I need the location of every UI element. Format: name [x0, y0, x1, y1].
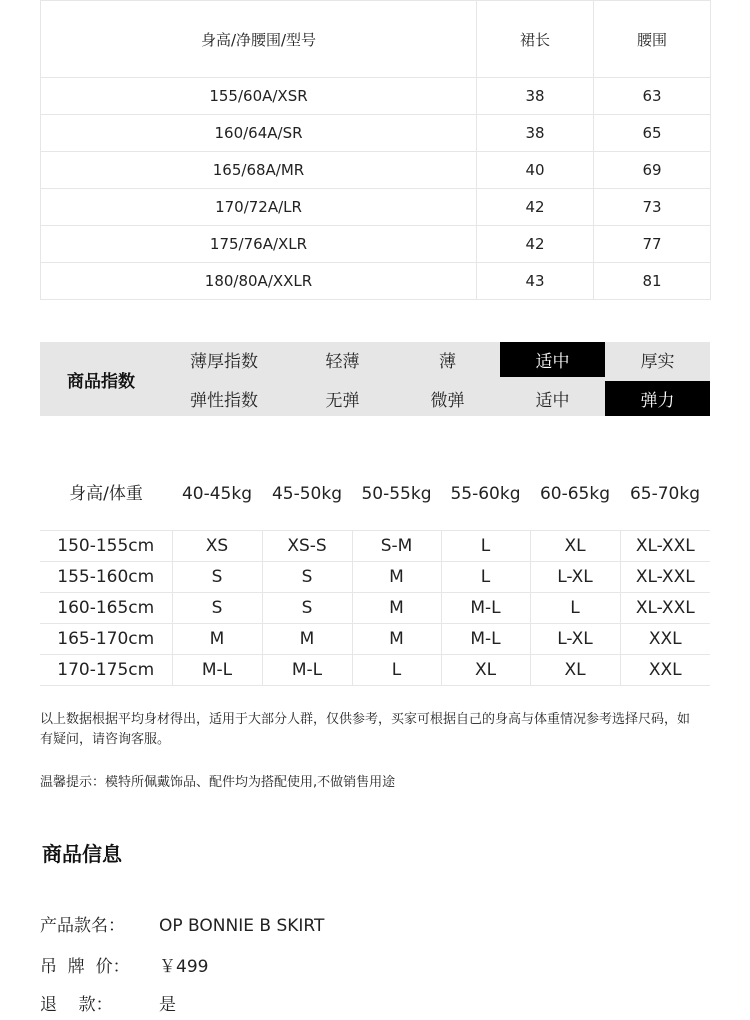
size-disclaimer: 以上数据根据平均身材得出，适用于大部分人群，仅供参考，买家可根据自己的身高与体重情况参考选择尺码，如有疑问，请咨询客服。	[40, 712, 691, 747]
size-table-row	[41, 115, 711, 152]
accessory-tip: 温馨提示：模特所佩戴饰品、配件均为搭配使用,不做销售用途	[40, 775, 396, 790]
size-cell: XL	[530, 655, 620, 686]
weight-range: 55-60kg	[450, 484, 521, 504]
product-info-key: 吊 牌 价：	[40, 957, 130, 977]
weight-range: 65-70kg	[629, 484, 701, 504]
size-table-cell: 65	[594, 115, 711, 152]
weight-range: 45-50kg	[271, 484, 343, 504]
weight-range: 60-65kg	[539, 484, 611, 504]
size-cell: XS	[172, 531, 262, 562]
size-cell: XL-XXL	[620, 531, 710, 562]
size-table-cell: 38	[477, 78, 594, 115]
size-cell: L	[441, 562, 530, 593]
product-info-row	[40, 990, 700, 1020]
height-weight-row	[40, 562, 710, 593]
size-table-header: 裙长	[477, 1, 594, 78]
size-cell: S	[172, 593, 262, 624]
height-weight-table	[40, 530, 710, 686]
size-cell: M	[352, 562, 441, 593]
size-table-cell: 42	[477, 226, 594, 263]
size-cell: S	[262, 593, 352, 624]
height-weight-row	[40, 593, 710, 624]
size-cell: M	[262, 624, 352, 655]
size-table-cell: 77	[594, 226, 711, 263]
thickness-option: 适中	[500, 342, 605, 377]
size-cell: XXL	[620, 655, 710, 686]
size-table-cell: 165/68A/MR	[41, 152, 477, 189]
size-table-cell: 38	[477, 115, 594, 152]
elasticity-index-row	[40, 381, 710, 416]
size-cell: L	[530, 593, 620, 624]
height-range: 170-175cm	[40, 655, 172, 686]
size-cell: XL	[441, 655, 530, 686]
height-range: 150-155cm	[40, 531, 172, 562]
size-cell: M-L	[441, 624, 530, 655]
product-info-row	[40, 911, 700, 941]
weight-range: 40-45kg	[181, 484, 253, 504]
product-info-value: 是	[159, 995, 176, 1015]
height-weight-row	[40, 655, 710, 686]
size-table-header: 腰围	[594, 1, 711, 78]
size-table-row	[41, 263, 711, 300]
product-info-row	[40, 952, 700, 982]
size-table-row	[41, 152, 711, 189]
height-weight-row	[40, 624, 710, 655]
weight-range: 50-55kg	[361, 484, 432, 504]
thickness-option: 薄	[439, 352, 456, 372]
size-cell: XL	[530, 531, 620, 562]
size-table-cell: 81	[594, 263, 711, 300]
thickness-option: 厚实	[640, 352, 675, 372]
thickness-index-row	[40, 342, 710, 377]
size-cell: XL-XXL	[620, 562, 710, 593]
size-cell: S-M	[352, 531, 441, 562]
elasticity-index-label: 弹性指数	[190, 391, 258, 411]
elasticity-option: 无弹	[325, 391, 360, 411]
product-info-title: 商品信息	[42, 842, 122, 866]
size-table-cell: 155/60A/XSR	[41, 78, 477, 115]
product-info-value: OP BONNIE B SKIRT	[159, 916, 325, 936]
product-index	[40, 342, 710, 416]
size-cell: M-L	[262, 655, 352, 686]
thickness-index-label: 薄厚指数	[190, 352, 258, 372]
height-range: 165-170cm	[40, 624, 172, 655]
size-cell: M-L	[441, 593, 530, 624]
size-table-row	[41, 189, 711, 226]
product-info-value: ￥499	[159, 957, 209, 977]
height-weight-header	[40, 474, 710, 514]
height-weight-corner: 身高/体重	[69, 484, 143, 504]
size-table-header-row	[41, 1, 711, 78]
size-table	[40, 0, 711, 300]
product-index-title: 商品指数	[67, 371, 135, 392]
size-table-cell: 63	[594, 78, 711, 115]
height-range: 155-160cm	[40, 562, 172, 593]
size-table-cell: 40	[477, 152, 594, 189]
size-cell: XL-XXL	[620, 593, 710, 624]
thickness-option: 轻薄	[325, 352, 360, 372]
size-cell: L	[352, 655, 441, 686]
product-info-key: 退 款：	[40, 995, 113, 1015]
elasticity-option: 适中	[535, 391, 570, 411]
product-info-key: 产品款名：	[40, 916, 125, 936]
size-table-row	[41, 78, 711, 115]
size-cell: XS-S	[262, 531, 352, 562]
size-table-cell: 170/72A/LR	[41, 189, 477, 226]
height-weight-row	[40, 531, 710, 562]
size-table-cell: 42	[477, 189, 594, 226]
size-cell: XXL	[620, 624, 710, 655]
size-table-cell: 69	[594, 152, 711, 189]
size-table-cell: 180/80A/XXLR	[41, 263, 477, 300]
size-table-cell: 73	[594, 189, 711, 226]
size-cell: M-L	[172, 655, 262, 686]
size-cell: M	[352, 593, 441, 624]
size-cell: L	[441, 531, 530, 562]
size-cell: L-XL	[530, 624, 620, 655]
size-cell: M	[352, 624, 441, 655]
size-cell: S	[262, 562, 352, 593]
size-table-cell: 160/64A/SR	[41, 115, 477, 152]
size-cell: L-XL	[530, 562, 620, 593]
size-cell: M	[172, 624, 262, 655]
size-table-header: 身高/净腰围/型号	[41, 1, 477, 78]
size-cell: S	[172, 562, 262, 593]
size-table-row	[41, 226, 711, 263]
size-table-cell: 175/76A/XLR	[41, 226, 477, 263]
height-range: 160-165cm	[40, 593, 172, 624]
elasticity-option: 微弹	[430, 391, 465, 411]
elasticity-option: 弹力	[605, 381, 710, 416]
size-table-cell: 43	[477, 263, 594, 300]
